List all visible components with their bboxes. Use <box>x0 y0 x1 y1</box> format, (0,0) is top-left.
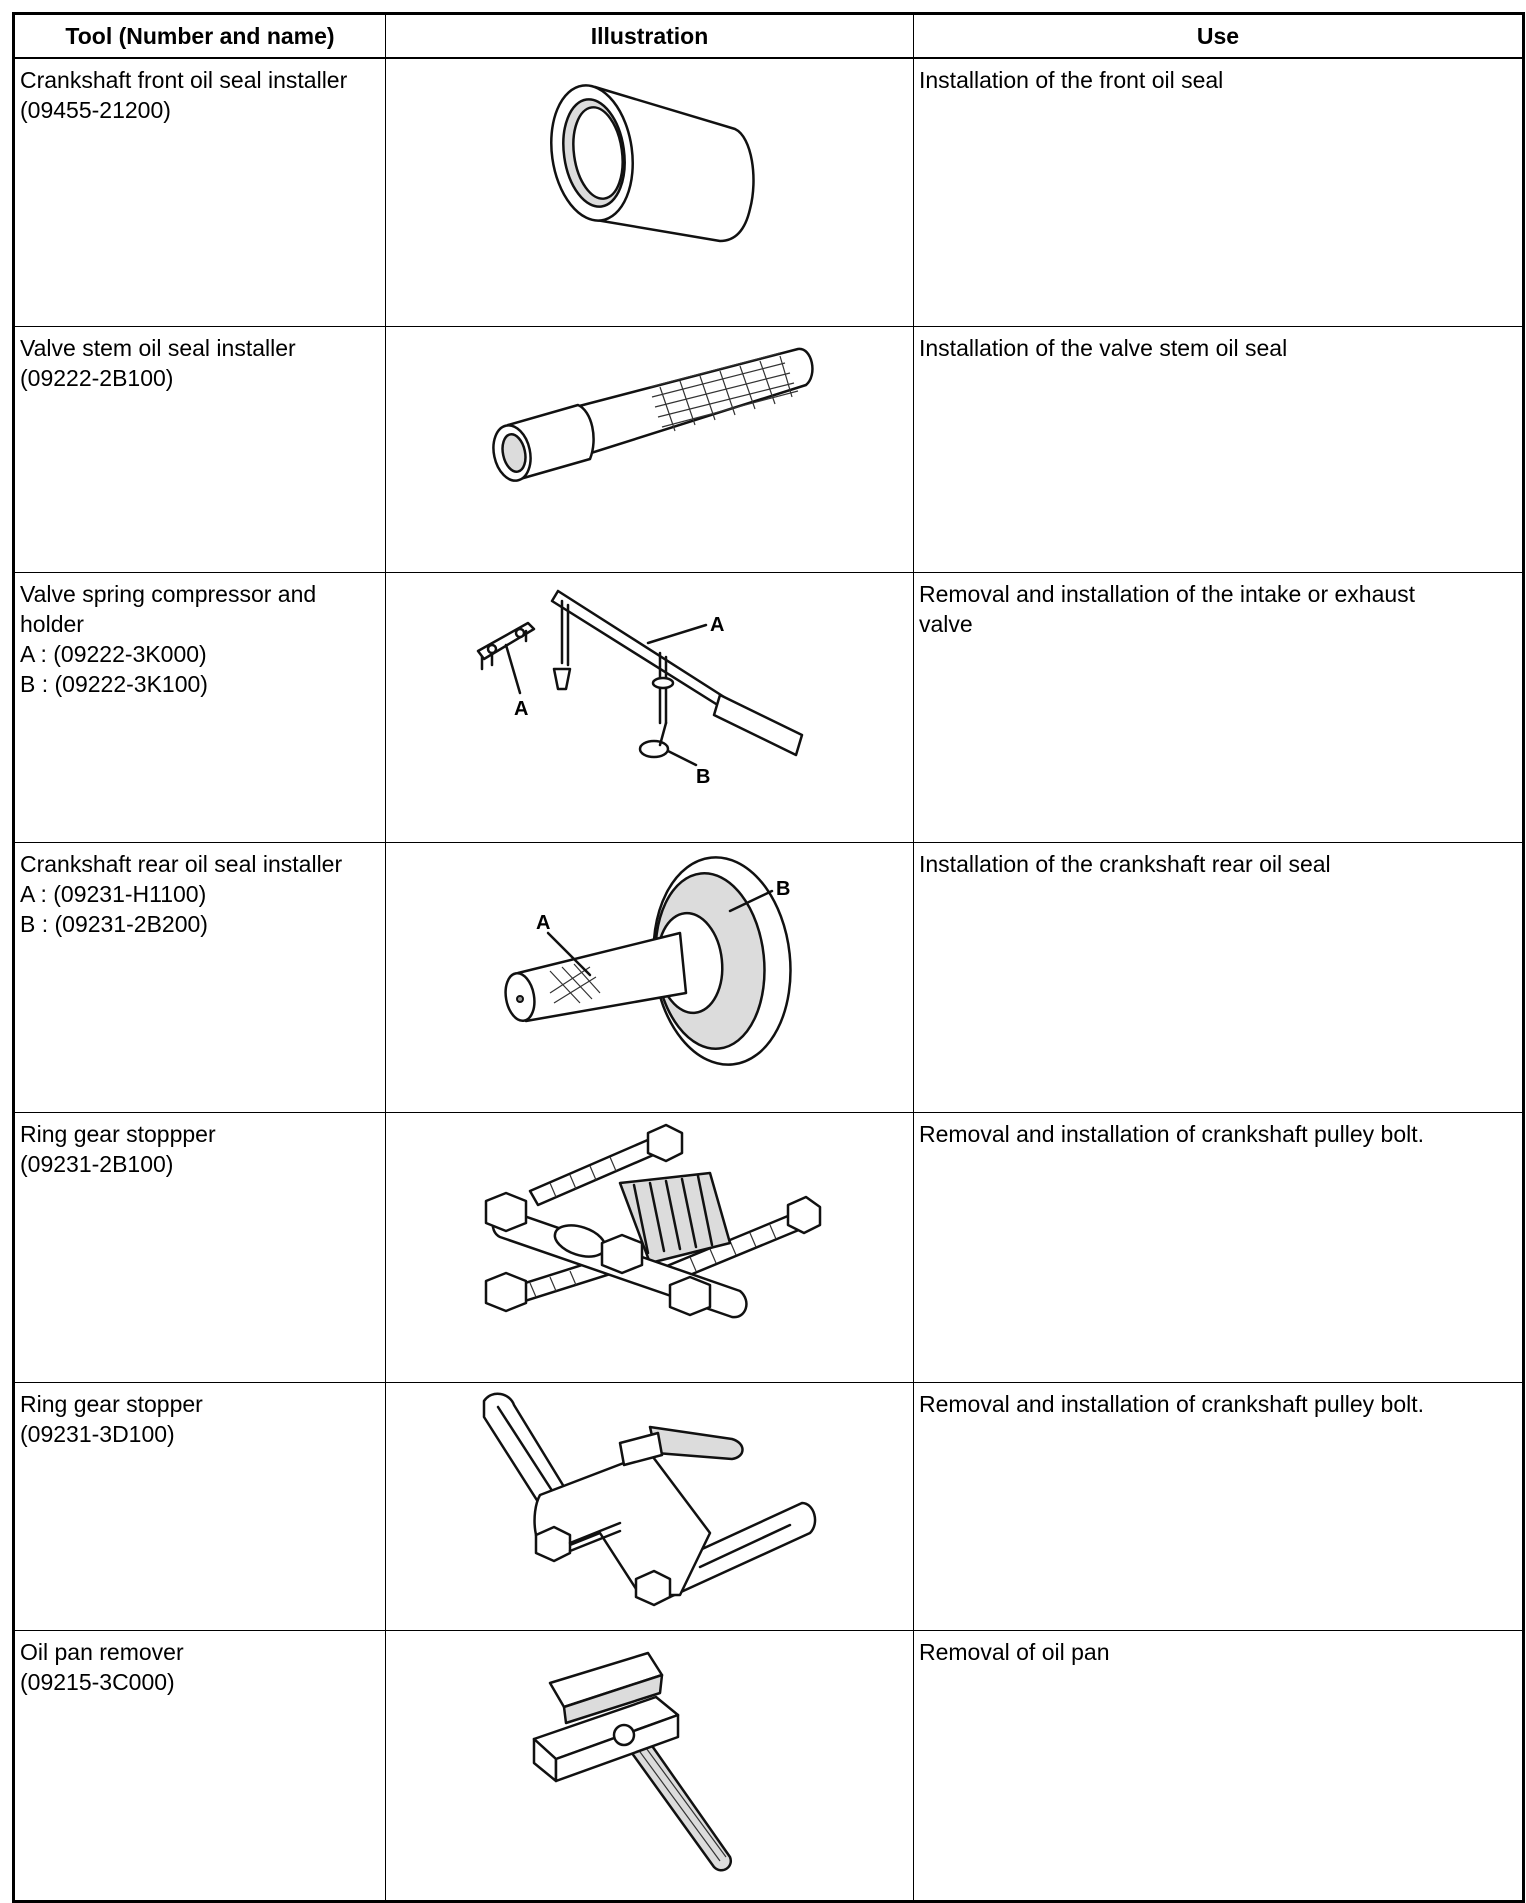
tool-name: Valve spring compressor and <box>20 580 317 607</box>
illustration-cell <box>386 1630 914 1901</box>
callout-label: A <box>709 613 724 636</box>
table-row <box>14 1382 1524 1630</box>
tool-use: Removal and installation of the intake or exhaust <box>919 580 1416 607</box>
tool-name: Valve stem oil seal installer <box>20 334 296 361</box>
illustration-cell <box>386 842 914 1112</box>
table-row <box>14 572 1524 842</box>
illustration-cell <box>386 58 914 326</box>
header-illustration: Illustration <box>386 14 914 59</box>
tool-use: Installation of the crankshaft rear oil seal <box>914 842 1524 1112</box>
tool-part-b: B : (09222-3K100) <box>20 670 208 697</box>
table-row <box>14 842 1524 1112</box>
tool-number: (09455-21200) <box>20 97 171 123</box>
tool-number: (09231-2B100) <box>20 1150 174 1177</box>
callout-label: B <box>775 877 790 900</box>
oil-pan-remover-icon <box>520 1631 780 1881</box>
tool-name: Oil pan remover <box>20 1638 184 1665</box>
ring-gear-stopper-arm-icon <box>470 1383 830 1613</box>
illustration-cell <box>386 326 914 572</box>
tool-number: (09222-2B100) <box>20 364 174 391</box>
valve-stem-seal-installer-icon <box>480 327 820 497</box>
tool-name-cell <box>14 1112 386 1382</box>
table-row <box>14 58 1524 326</box>
tool-name-cell <box>14 842 386 1112</box>
tool-name: Crankshaft rear oil seal installer <box>20 850 343 877</box>
tool-name-cell <box>14 1382 386 1630</box>
seal-installer-sleeve-icon <box>520 59 780 259</box>
tool-use: Removal and installation of crankshaft pulley bolt. <box>914 1112 1524 1382</box>
callout-label: A <box>513 697 528 720</box>
illustration-cell <box>386 1382 914 1630</box>
tool-name-cell <box>14 572 386 842</box>
tool-number: (09215-3C000) <box>20 1668 175 1695</box>
illustration-cell <box>386 572 914 842</box>
tool-name-cell <box>14 58 386 326</box>
header-use: Use <box>914 14 1524 59</box>
tool-name: Crankshaft front oil seal installer <box>20 67 348 93</box>
tool-name: Ring gear stopper <box>20 1390 203 1417</box>
tool-use: Removal and installation of crankshaft pulley bolt. <box>914 1382 1524 1630</box>
valve-spring-compressor-icon <box>470 573 830 793</box>
special-tools-table <box>12 12 1525 1903</box>
callout-label: B <box>695 765 710 788</box>
tool-name-continued: holder <box>20 610 84 637</box>
table-row <box>14 1112 1524 1382</box>
tool-use: Installation of the valve stem oil seal <box>914 326 1524 572</box>
tool-use-continued: valve <box>919 610 973 637</box>
rear-seal-installer-icon <box>490 843 810 1073</box>
tool-part-b: B : (09231-2B200) <box>20 910 208 937</box>
header-tool: Tool (Number and name) <box>14 14 386 59</box>
callout-label: A <box>535 911 550 934</box>
table-header-row <box>14 14 1524 59</box>
tool-part-a: A : (09222-3K000) <box>20 640 207 667</box>
table-row <box>14 326 1524 572</box>
tool-name-cell <box>14 1630 386 1901</box>
table-row <box>14 1630 1524 1901</box>
ring-gear-stopper-icon <box>470 1113 830 1353</box>
tool-use-cell <box>914 572 1524 842</box>
tool-part-a: A : (09231-H1100) <box>20 880 207 907</box>
tool-use: Removal of oil pan <box>914 1630 1524 1901</box>
illustration-cell <box>386 1112 914 1382</box>
tool-use: Installation of the front oil seal <box>914 58 1524 326</box>
tool-number: (09231-3D100) <box>20 1420 175 1447</box>
tool-name: Ring gear stoppper <box>20 1120 216 1147</box>
tool-name-cell <box>14 326 386 572</box>
